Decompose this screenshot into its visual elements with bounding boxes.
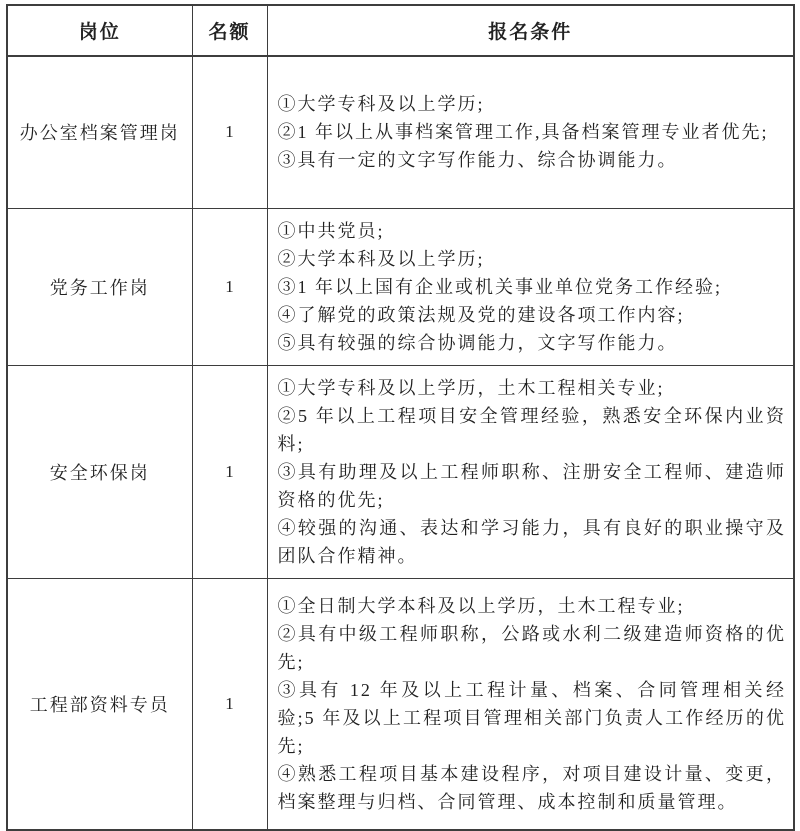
- condition-item: ④熟悉工程项目基本建设程序，对项目建设计量、变更，档案整理与归档、合同管理、成本控制和质量管理。: [277, 763, 786, 812]
- recruitment-table: [6, 4, 795, 831]
- position-cell: 办公室档案管理岗: [7, 56, 192, 208]
- condition-item: ③具有 12 年及以上工程计量、档案、合同管理相关经验;5 年及以上工程项目管理相关部门负责人工作经历的优先;: [277, 679, 786, 756]
- position-cell: 党务工作岗: [7, 208, 192, 365]
- condition-item: ②大学本科及以上学历;: [277, 248, 485, 269]
- table-row: [7, 578, 794, 830]
- header-quota: 名额: [192, 5, 267, 56]
- header-conditions: 报名条件: [267, 5, 794, 56]
- condition-item: ③具有助理及以上工程师职称、注册安全工程师、建造师资格的优先;: [277, 461, 786, 510]
- header-position: 岗位: [7, 5, 192, 56]
- conditions-cell: [267, 56, 794, 208]
- quota-cell: 1: [192, 365, 267, 578]
- condition-item: ③具有一定的文字写作能力、综合协调能力。: [277, 150, 678, 171]
- condition-item: ②1 年以上从事档案管理工作,具备档案管理专业者优先;: [277, 122, 769, 143]
- conditions-cell: [267, 365, 794, 578]
- quota-cell: 1: [192, 578, 267, 830]
- quota-cell: 1: [192, 208, 267, 365]
- conditions-cell: [267, 578, 794, 830]
- condition-item: ②5 年以上工程项目安全管理经验，熟悉安全环保内业资料;: [277, 405, 786, 454]
- table-row: [7, 208, 794, 365]
- table-row: [7, 365, 794, 578]
- position-cell: 工程部资料专员: [7, 578, 192, 830]
- position-cell: 安全环保岗: [7, 365, 192, 578]
- condition-item: ③1 年以上国有企业或机关事业单位党务工作经验;: [277, 276, 722, 297]
- quota-cell: 1: [192, 56, 267, 208]
- condition-item: ①中共党员;: [277, 220, 385, 241]
- condition-item: ⑤具有较强的综合协调能力，文字写作能力。: [277, 332, 678, 353]
- table-header-row: [7, 5, 794, 56]
- condition-item: ④较强的沟通、表达和学习能力，具有良好的职业操守及团队合作精神。: [277, 517, 786, 566]
- condition-item: ①全日制大学本科及以上学历，土木工程专业;: [277, 595, 685, 616]
- condition-item: ④了解党的政策法规及党的建设各项工作内容;: [277, 304, 685, 325]
- condition-item: ①大学专科及以上学历;: [277, 94, 485, 115]
- condition-item: ①大学专科及以上学历，土木工程相关专业;: [277, 377, 665, 398]
- table-row: [7, 56, 794, 208]
- condition-item: ②具有中级工程师职称，公路或水利二级建造师资格的优先;: [277, 623, 786, 672]
- conditions-cell: [267, 208, 794, 365]
